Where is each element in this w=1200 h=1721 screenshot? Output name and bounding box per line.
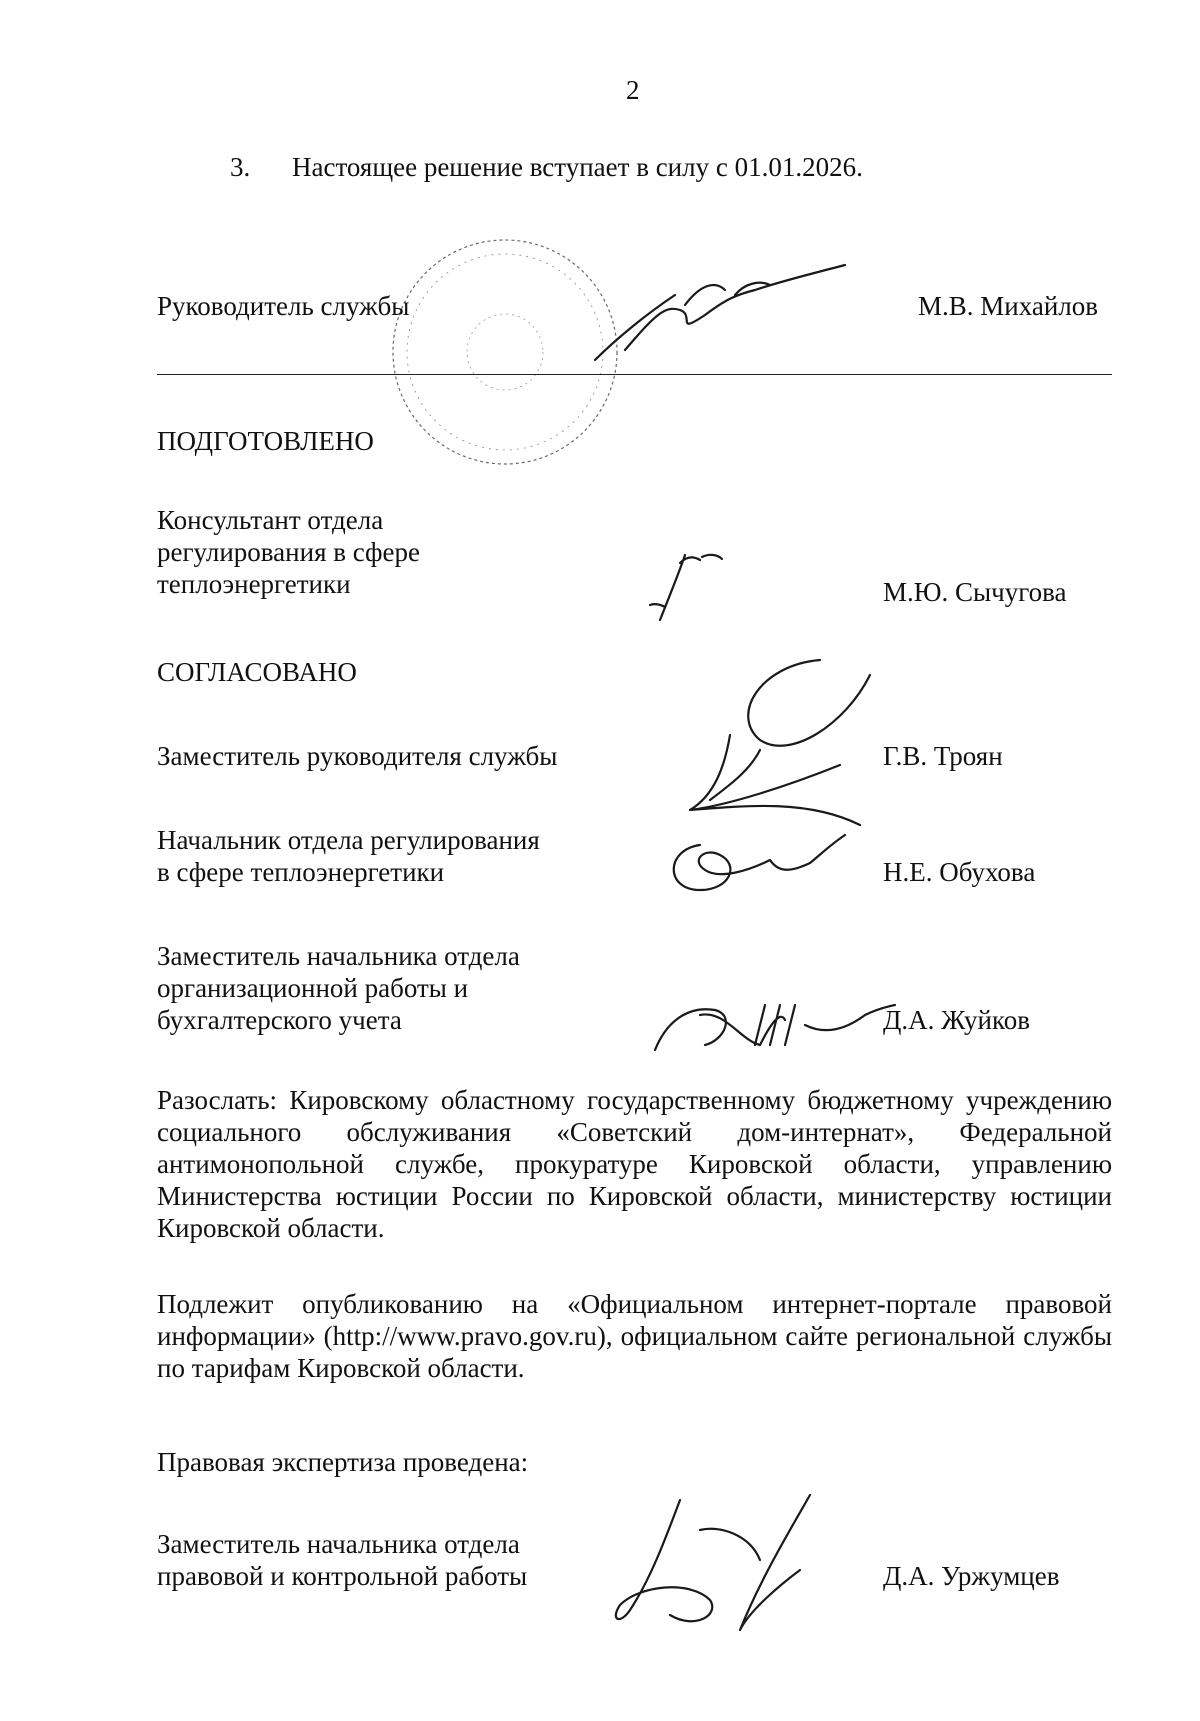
clause-number: 3. [230, 152, 251, 182]
distribution-text: Разослать: Кировскому областному государственному бюджетному учреждению социального обслуживания «Советский дом-интернат», Федеральной антимонопольной службе, прокуратуре Кировской области, управлению Министерства юстиции России по Кировской области, министерству юстиции Кировской области. [157, 1085, 1112, 1243]
agreed-signer-1-name: Г.В. Троян [883, 741, 1003, 771]
agreed-signer-2-position-line-2: в сфере теплоэнергетики [157, 857, 445, 887]
prepared-position-line-3: теплоэнергетики [157, 569, 351, 599]
head-position: Руководитель службы [157, 291, 410, 321]
prepared-position-line-1: Консультант отдела [157, 505, 384, 535]
head-signature-icon [585, 255, 865, 375]
agreed-signer-1-signature-icon [670, 655, 890, 830]
prepared-signature-icon [640, 545, 730, 625]
legal-review-position-line-1: Заместитель начальника отдела [157, 1529, 520, 1559]
prepared-position-line-2: регулирования в сфере [157, 537, 421, 567]
agreed-signer-3-signature-icon [645, 985, 905, 1060]
agreed-signer-3-position-line-2: организационной работы и [157, 973, 469, 1003]
clause-text: Настоящее решение вступает в силу с 01.01.2026. [292, 152, 863, 182]
agreed-signer-3-name: Д.А. Жуйков [883, 1005, 1030, 1035]
head-name: М.В. Михайлов [918, 291, 1099, 321]
agreed-signer-2-name: Н.Е. Обухова [883, 857, 1036, 887]
legal-review-heading: Правовая экспертиза проведена: [157, 1447, 529, 1477]
prepared-name: М.Ю. Сычугова [883, 577, 1067, 607]
agreed-signer-3-position-line-3: бухгалтерского учета [157, 1005, 402, 1035]
separator-line [157, 374, 1112, 375]
agreed-heading: СОГЛАСОВАНО [157, 657, 357, 687]
agreed-signer-1-position: Заместитель руководителя службы [157, 741, 558, 771]
legal-review-name: Д.А. Уржумцев [883, 1561, 1060, 1591]
legal-review-position-line-2: правовой и контрольной работы [157, 1561, 528, 1591]
agreed-signer-2-signature-icon [660, 825, 860, 905]
page-number: 2 [626, 75, 640, 105]
agreed-signer-2-position-line-1: Начальник отдела регулирования [157, 825, 540, 855]
agreed-signer-3-position-line-1: Заместитель начальника отдела [157, 941, 520, 971]
publication-text: Подлежит опубликованию на «Официальном интернет-портале правовой информации» (http://www.pravo.gov.ru), официальном сайте региональной службы по тарифам Кировской области. [157, 1289, 1112, 1383]
legal-review-signature-icon [600, 1490, 860, 1640]
prepared-heading: ПОДГОТОВЛЕНО [157, 426, 374, 456]
